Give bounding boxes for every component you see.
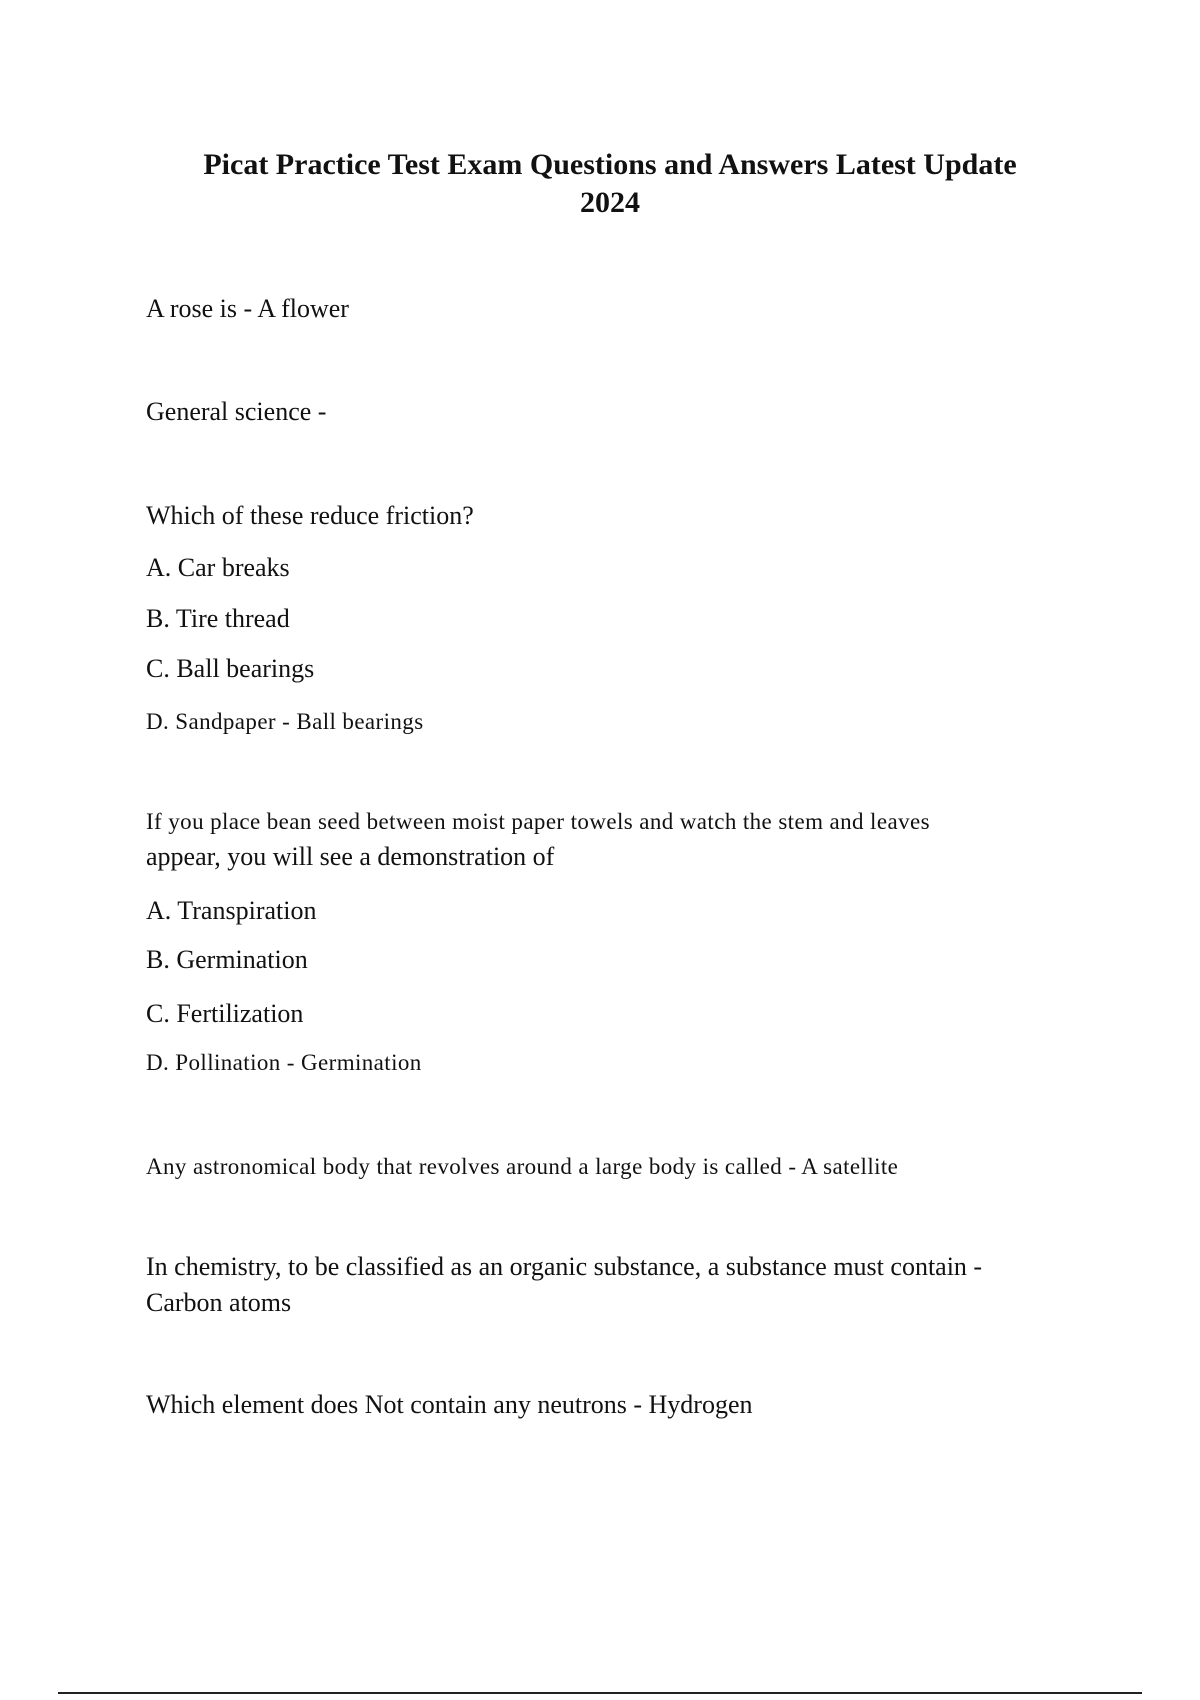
option-d-answer: D. Sandpaper - Ball bearings	[146, 709, 424, 734]
question-friction: Which of these reduce friction?	[146, 501, 474, 530]
question-rose: A rose is - A flower	[146, 294, 349, 323]
option-a: A. Transpiration	[146, 896, 317, 925]
option-b: B. Tire thread	[146, 604, 290, 633]
document-title	[140, 146, 1080, 222]
option-c: C. Fertilization	[146, 999, 304, 1028]
question-satellite: Any astronomical body that revolves around a large body is called - A satellite	[146, 1154, 899, 1179]
option-d-answer: D. Pollination - Germination	[146, 1050, 422, 1075]
option-b: B. Germination	[146, 945, 308, 974]
title-line-1: Picat Practice Test Exam Questions and Answers Latest Update	[203, 148, 1017, 181]
question-organic-line-2: Carbon atoms	[146, 1288, 292, 1317]
question-bean-seed-line-2: appear, you will see a demonstration of	[146, 842, 555, 871]
section-general-science: General science -	[146, 397, 327, 426]
question-organic-line-1: In chemistry, to be classified as an organic substance, a substance must contain -	[146, 1252, 983, 1281]
question-bean-seed-line-1: If you place bean seed between moist paper towels and watch the stem and leaves	[146, 809, 930, 834]
option-a: A. Car breaks	[146, 553, 290, 582]
option-c: C. Ball bearings	[146, 654, 315, 683]
page-bottom-rule	[58, 1692, 1142, 1694]
title-line-2: 2024	[580, 186, 640, 219]
question-neutrons: Which element does Not contain any neutrons - Hydrogen	[146, 1390, 753, 1419]
